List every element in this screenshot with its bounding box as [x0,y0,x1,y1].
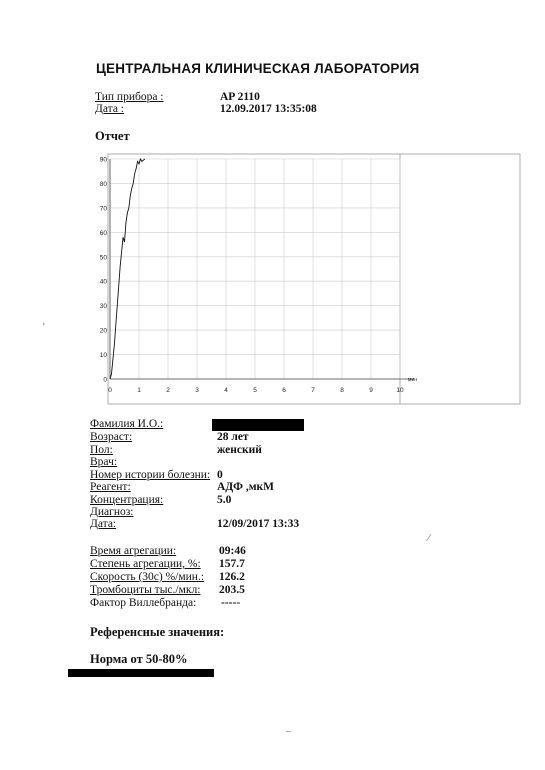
reagent-label: Реагент: [90,481,131,493]
y-tick-label: 40 [99,278,107,286]
x-tick-label: 3 [195,387,199,394]
sex-value: женский [217,444,262,456]
willebrand-label: Фактор Виллебранда: [90,597,197,609]
patient-date-label: Дата: [90,518,117,530]
x-tick-label: 9 [369,387,373,394]
device-type-label: Тип прибора : [95,91,164,103]
y-tick-label: 90 [99,156,107,164]
reagent-value: АДФ ,мкМ [217,481,275,493]
platelets-value: 203.5 [219,584,245,596]
x-tick-label: 6 [282,387,286,394]
aggregation-degree-value: 157.7 [219,558,245,570]
reference-heading: Референсные значения: [90,625,225,639]
x-tick-label: 4 [224,387,228,394]
patient-date-value: 12/09/2017 13:33 [217,518,300,530]
history-value: 0 [217,469,223,481]
chart-frame [108,154,520,404]
date-value: 12.09.2017 13:35:08 [220,103,317,115]
x-tick-label: 2 [166,387,170,394]
x-tick-label: 10 [396,387,404,394]
platelets-label: Тромбоциты тыс./мкл: [90,584,201,596]
aggregation-time-value: 09:46 [219,545,246,557]
age-value: 28 лет [217,431,249,443]
bottom-redaction [68,669,214,677]
report-heading: Отчет [95,129,130,143]
diagnosis-label: Диагноз: [90,506,134,518]
willebrand-value: ----- [221,597,241,609]
lab-title: ЦЕНТРАЛЬНАЯ КЛИНИЧЕСКАЯ ЛАБОРАТОРИЯ [96,61,420,76]
y-tick-label: 50 [99,254,107,262]
device-type-value: AP 2110 [220,91,260,103]
x-tick-label: 1 [137,387,141,394]
doctor-label: Врач: [90,456,118,468]
y-tick-label: 80 [99,180,107,188]
y-tick-label: 70 [99,205,107,213]
aggregation-chart [88,152,523,407]
y-tick-label: 30 [99,303,107,311]
aggregation-speed-value: 126.2 [219,571,245,583]
scan-speck: – [286,726,291,737]
x-tick-label: 7 [311,387,315,394]
y-tick-label: 20 [99,327,107,335]
date-label: Дата : [95,103,124,115]
name-label: Фамилия И.О.: [90,418,164,430]
concentration-value: 5.0 [217,494,232,506]
reference-norm: Норма от 50-80% [90,652,188,666]
aggregation-speed-label: Скорость (30с) %/мин.: [90,571,205,583]
y-tick-label: 60 [99,229,107,237]
concentration-label: Концентрация: [90,494,164,506]
scan-speck: ⁄ [428,533,430,544]
sex-label: Пол: [90,444,113,456]
aggregation-curve [110,159,145,379]
scan-speck: ' [43,322,45,333]
aggregation-degree-label: Степень агрегации, %: [90,558,201,570]
aggregation-time-label: Время агрегации: [90,545,177,557]
x-tick-label: 8 [340,387,344,394]
age-label: Возраст: [90,431,133,443]
y-tick-label: 0 [103,376,107,384]
x-unit-label: мин [408,377,417,383]
x-tick-label: 0 [108,387,112,394]
x-tick-label: 5 [253,387,257,394]
name-redaction [212,419,304,431]
history-label: Номер истории болезни: [90,469,211,481]
y-tick-label: 10 [99,352,107,360]
